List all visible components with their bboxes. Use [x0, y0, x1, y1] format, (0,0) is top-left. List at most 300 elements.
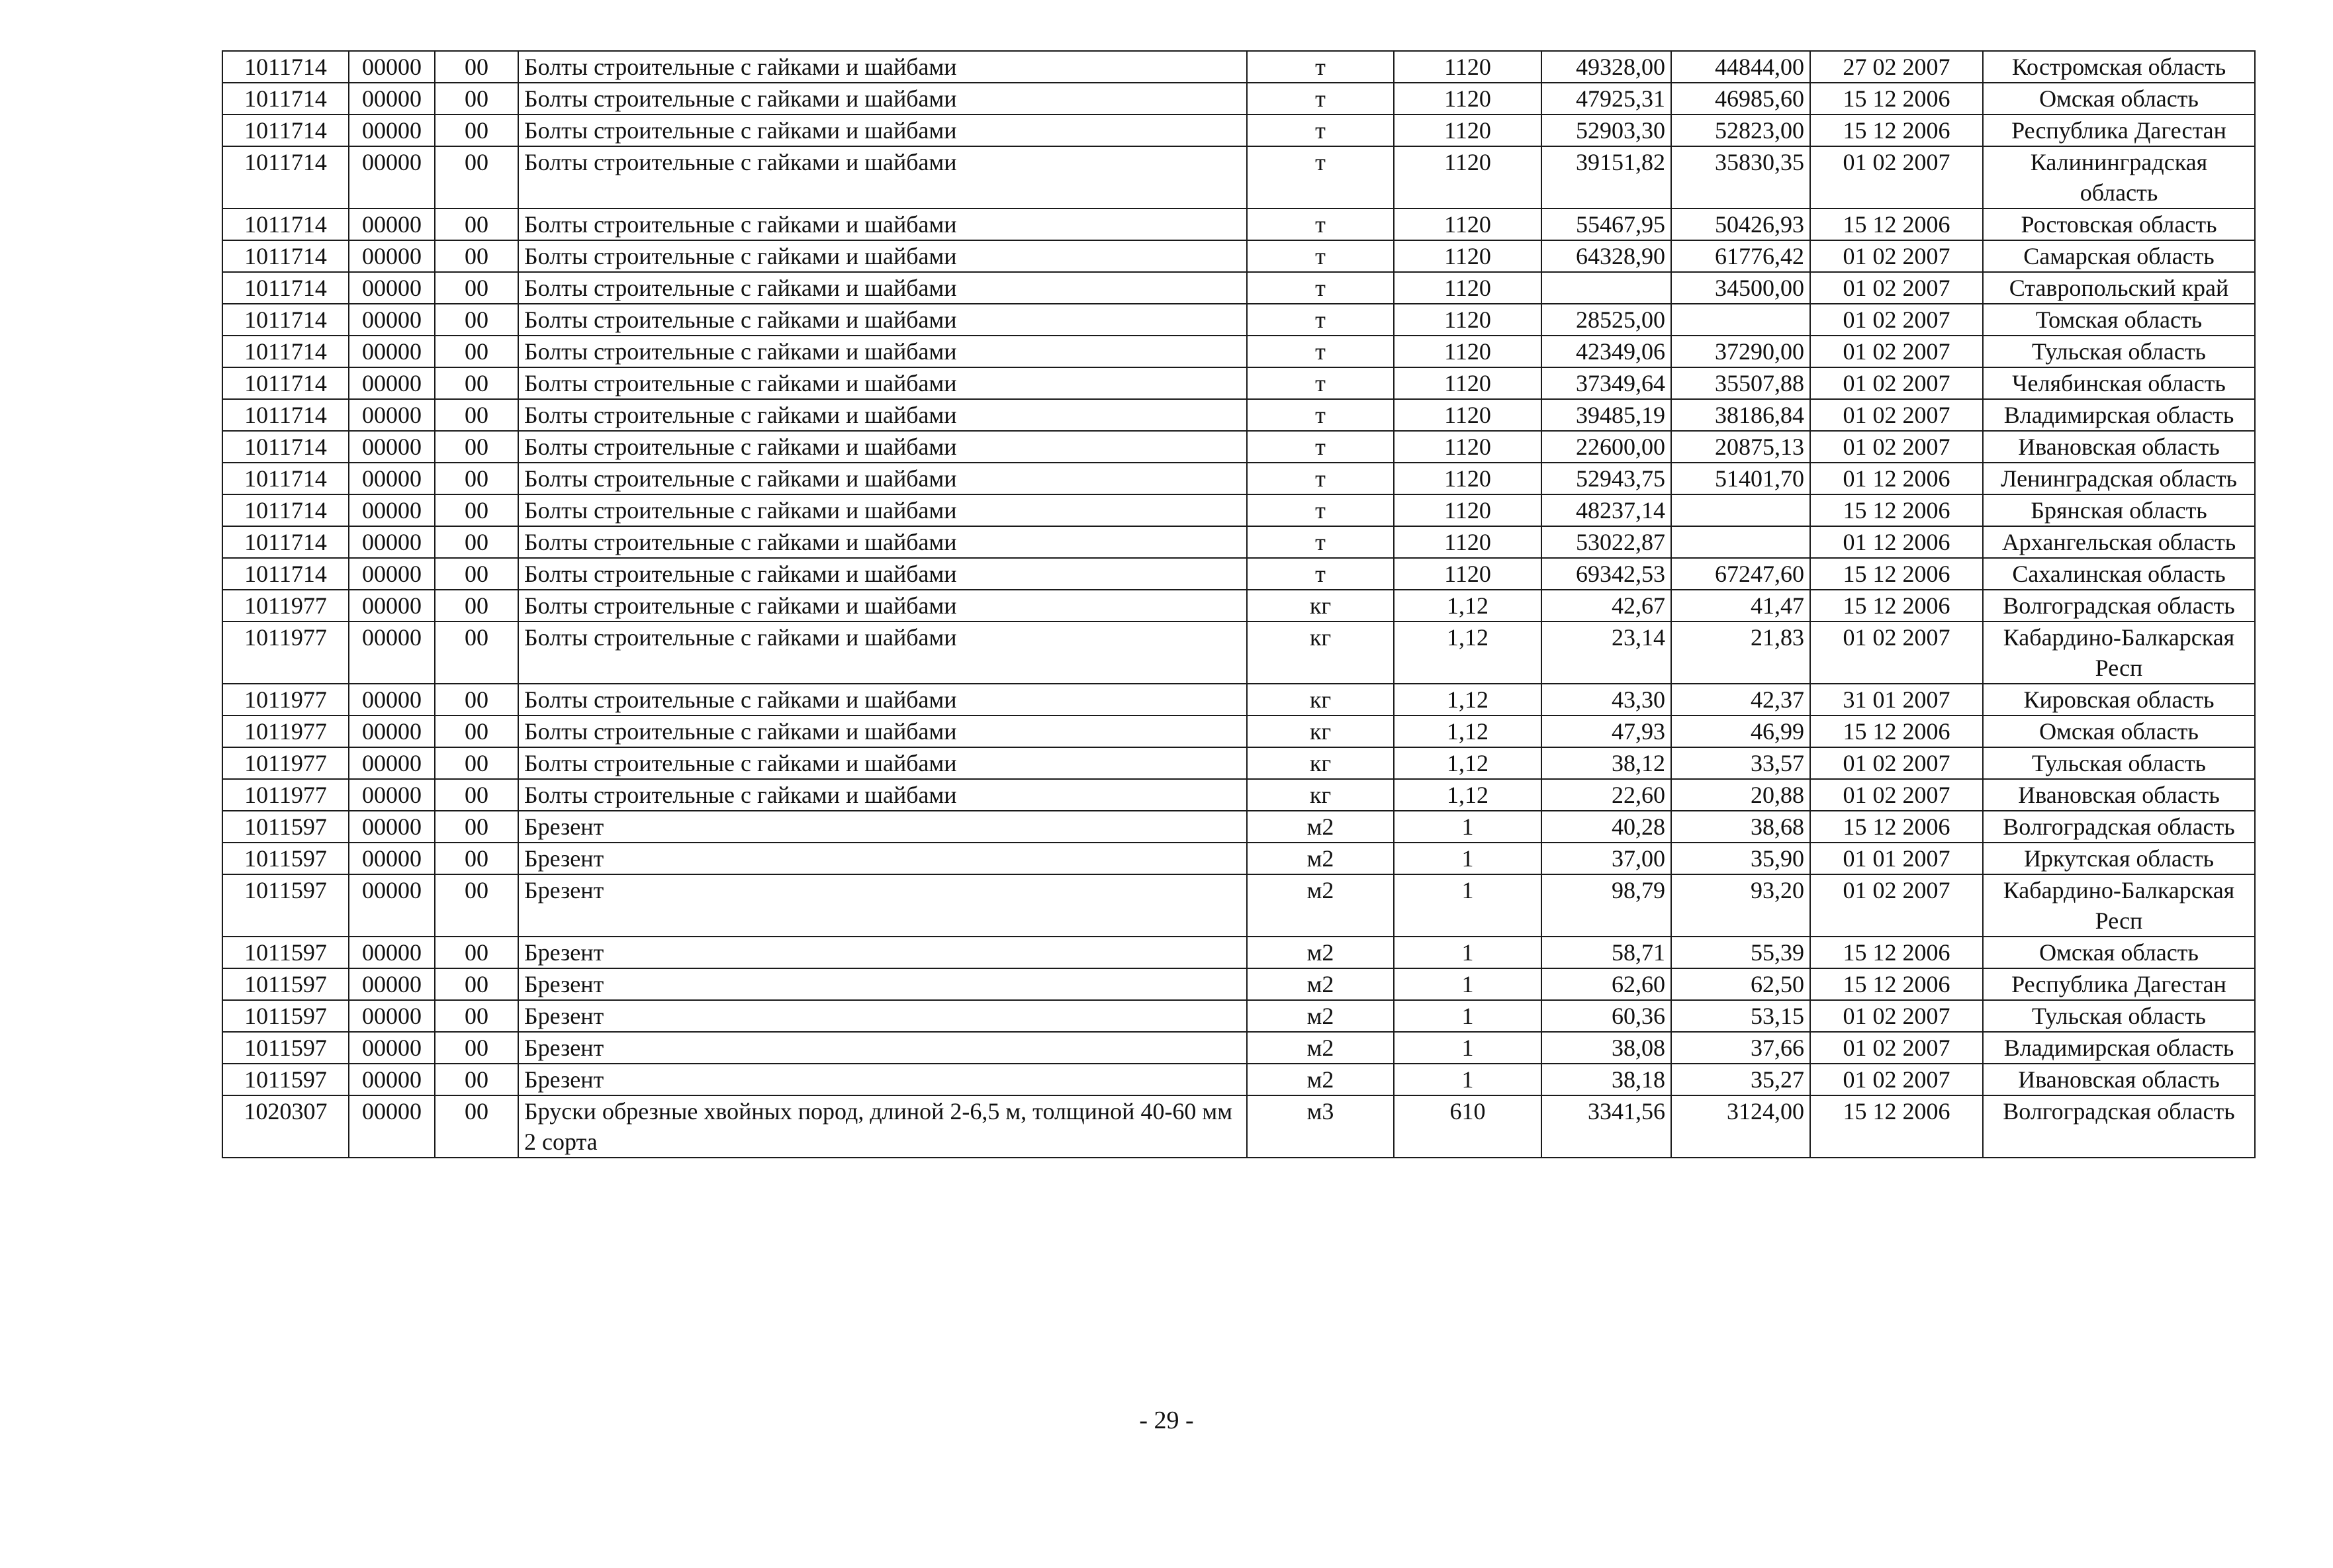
subcode-cell: 00000	[349, 1095, 435, 1158]
subcode-cell: 00000	[349, 399, 435, 431]
region-cell: Владимирская область	[1983, 1032, 2255, 1064]
region-cell: Тульская область	[1983, 747, 2255, 779]
product-name-cell: Брезент	[518, 1000, 1247, 1032]
subcode-cell: 00000	[349, 1032, 435, 1064]
variant-cell: 00	[435, 874, 518, 937]
price-1-cell: 69342,53	[1541, 558, 1671, 590]
product-name-cell: Болты строительные с гайками и шайбами	[518, 304, 1247, 336]
variant-cell: 00	[435, 463, 518, 494]
date-cell: 01 02 2007	[1810, 1000, 1983, 1032]
price-2-cell: 34500,00	[1671, 272, 1810, 304]
date-cell: 01 12 2006	[1810, 526, 1983, 558]
product-code-cell: 1011714	[222, 272, 349, 304]
price-2-cell: 20,88	[1671, 779, 1810, 811]
price-2-cell: 61776,42	[1671, 240, 1810, 272]
unit-cell: т	[1247, 399, 1394, 431]
price-1-cell: 38,18	[1541, 1064, 1671, 1095]
date-cell: 01 02 2007	[1810, 874, 1983, 937]
price-2-cell: 46,99	[1671, 715, 1810, 747]
variant-cell: 00	[435, 779, 518, 811]
table-row	[222, 208, 2255, 240]
unit-code-cell: 1,12	[1394, 747, 1541, 779]
table-row	[222, 747, 2255, 779]
unit-code-cell: 1	[1394, 1032, 1541, 1064]
unit-code-cell: 1120	[1394, 272, 1541, 304]
unit-cell: кг	[1247, 715, 1394, 747]
table-row	[222, 494, 2255, 526]
price-1-cell: 42,67	[1541, 590, 1671, 622]
subcode-cell: 00000	[349, 1000, 435, 1032]
unit-cell: м2	[1247, 811, 1394, 843]
unit-cell: м2	[1247, 1000, 1394, 1032]
product-code-cell: 1011714	[222, 304, 349, 336]
unit-cell: т	[1247, 336, 1394, 367]
product-code-cell: 1011977	[222, 684, 349, 715]
price-1-cell: 38,08	[1541, 1032, 1671, 1064]
table-row	[222, 367, 2255, 399]
subcode-cell: 00000	[349, 684, 435, 715]
product-name-cell: Брезент	[518, 1064, 1247, 1095]
product-name-cell: Брезент	[518, 1032, 1247, 1064]
product-code-cell: 1011597	[222, 874, 349, 937]
unit-cell: кг	[1247, 590, 1394, 622]
unit-code-cell: 1	[1394, 968, 1541, 1000]
price-2-cell: 44844,00	[1671, 51, 1810, 83]
unit-cell: т	[1247, 494, 1394, 526]
table-row	[222, 779, 2255, 811]
product-name-cell: Болты строительные с гайками и шайбами	[518, 146, 1247, 208]
subcode-cell: 00000	[349, 83, 435, 115]
price-1-cell: 55467,95	[1541, 208, 1671, 240]
variant-cell: 00	[435, 431, 518, 463]
table-row	[222, 51, 2255, 83]
region-cell: Ивановская область	[1983, 1064, 2255, 1095]
unit-cell: т	[1247, 83, 1394, 115]
region-cell: Ростовская область	[1983, 208, 2255, 240]
price-table-body	[222, 51, 2255, 1158]
table-row	[222, 240, 2255, 272]
subcode-cell: 00000	[349, 747, 435, 779]
product-name-cell: Брезент	[518, 937, 1247, 968]
product-name-cell: Бруски обрезные хвойных пород, длиной 2-6,5 м, толщиной 40-60 мм 2 сорта	[518, 1095, 1247, 1158]
variant-cell: 00	[435, 684, 518, 715]
unit-cell: т	[1247, 304, 1394, 336]
product-code-cell: 1011714	[222, 463, 349, 494]
price-table	[222, 50, 2256, 1158]
product-code-cell: 1011714	[222, 115, 349, 146]
date-cell: 15 12 2006	[1810, 715, 1983, 747]
date-cell: 31 01 2007	[1810, 684, 1983, 715]
table-row	[222, 1032, 2255, 1064]
region-cell: Волгоградская область	[1983, 811, 2255, 843]
price-2-cell: 35,90	[1671, 843, 1810, 874]
subcode-cell: 00000	[349, 304, 435, 336]
date-cell: 01 02 2007	[1810, 367, 1983, 399]
variant-cell: 00	[435, 83, 518, 115]
date-cell: 01 02 2007	[1810, 1032, 1983, 1064]
region-cell: Сахалинская область	[1983, 558, 2255, 590]
table-row	[222, 304, 2255, 336]
price-1-cell: 39151,82	[1541, 146, 1671, 208]
price-1-cell: 39485,19	[1541, 399, 1671, 431]
subcode-cell: 00000	[349, 240, 435, 272]
unit-code-cell: 1120	[1394, 115, 1541, 146]
price-1-cell: 52903,30	[1541, 115, 1671, 146]
subcode-cell: 00000	[349, 146, 435, 208]
region-cell: Ивановская область	[1983, 431, 2255, 463]
region-cell: Республика Дагестан	[1983, 115, 2255, 146]
price-2-cell: 20875,13	[1671, 431, 1810, 463]
product-name-cell: Брезент	[518, 874, 1247, 937]
subcode-cell: 00000	[349, 272, 435, 304]
unit-cell: кг	[1247, 684, 1394, 715]
product-code-cell: 1011977	[222, 715, 349, 747]
product-code-cell: 1011977	[222, 747, 349, 779]
product-name-cell: Болты строительные с гайками и шайбами	[518, 463, 1247, 494]
unit-code-cell: 1120	[1394, 240, 1541, 272]
region-cell: Калининградская область	[1983, 146, 2255, 208]
price-1-cell: 64328,90	[1541, 240, 1671, 272]
unit-code-cell: 1120	[1394, 146, 1541, 208]
variant-cell: 00	[435, 1000, 518, 1032]
variant-cell: 00	[435, 399, 518, 431]
price-1-cell: 22600,00	[1541, 431, 1671, 463]
price-1-cell: 98,79	[1541, 874, 1671, 937]
unit-code-cell: 1,12	[1394, 684, 1541, 715]
product-name-cell: Болты строительные с гайками и шайбами	[518, 51, 1247, 83]
product-code-cell: 1011714	[222, 431, 349, 463]
unit-cell: кг	[1247, 747, 1394, 779]
unit-code-cell: 1	[1394, 843, 1541, 874]
table-row	[222, 272, 2255, 304]
date-cell: 15 12 2006	[1810, 83, 1983, 115]
table-row	[222, 558, 2255, 590]
product-name-cell: Болты строительные с гайками и шайбами	[518, 590, 1247, 622]
product-name-cell: Болты строительные с гайками и шайбами	[518, 208, 1247, 240]
product-code-cell: 1020307	[222, 1095, 349, 1158]
unit-code-cell: 1,12	[1394, 715, 1541, 747]
variant-cell: 00	[435, 115, 518, 146]
product-name-cell: Болты строительные с гайками и шайбами	[518, 399, 1247, 431]
date-cell: 15 12 2006	[1810, 937, 1983, 968]
subcode-cell: 00000	[349, 336, 435, 367]
unit-code-cell: 1120	[1394, 494, 1541, 526]
unit-code-cell: 1120	[1394, 558, 1541, 590]
unit-cell: м2	[1247, 843, 1394, 874]
price-1-cell: 52943,75	[1541, 463, 1671, 494]
unit-cell: т	[1247, 526, 1394, 558]
variant-cell: 00	[435, 208, 518, 240]
date-cell: 15 12 2006	[1810, 115, 1983, 146]
price-1-cell: 60,36	[1541, 1000, 1671, 1032]
subcode-cell: 00000	[349, 811, 435, 843]
subcode-cell: 00000	[349, 115, 435, 146]
unit-cell: м3	[1247, 1095, 1394, 1158]
variant-cell: 00	[435, 146, 518, 208]
table-row	[222, 937, 2255, 968]
date-cell: 01 12 2006	[1810, 463, 1983, 494]
unit-cell: т	[1247, 431, 1394, 463]
table-row	[222, 968, 2255, 1000]
subcode-cell: 00000	[349, 779, 435, 811]
price-2-cell: 38,68	[1671, 811, 1810, 843]
product-name-cell: Болты строительные с гайками и шайбами	[518, 622, 1247, 684]
region-cell: Волгоградская область	[1983, 590, 2255, 622]
product-code-cell: 1011597	[222, 937, 349, 968]
unit-code-cell: 1,12	[1394, 622, 1541, 684]
price-1-cell: 47,93	[1541, 715, 1671, 747]
table-row	[222, 1095, 2255, 1158]
date-cell: 15 12 2006	[1810, 494, 1983, 526]
region-cell: Ставропольский край	[1983, 272, 2255, 304]
price-1-cell: 53022,87	[1541, 526, 1671, 558]
table-row	[222, 336, 2255, 367]
product-name-cell: Брезент	[518, 843, 1247, 874]
page-number: - 29 -	[1139, 1407, 1194, 1434]
product-name-cell: Болты строительные с гайками и шайбами	[518, 431, 1247, 463]
table-row	[222, 146, 2255, 208]
region-cell: Брянская область	[1983, 494, 2255, 526]
price-1-cell: 58,71	[1541, 937, 1671, 968]
subcode-cell: 00000	[349, 526, 435, 558]
table-row	[222, 715, 2255, 747]
unit-cell: т	[1247, 240, 1394, 272]
unit-cell: м2	[1247, 1064, 1394, 1095]
unit-code-cell: 1120	[1394, 83, 1541, 115]
variant-cell: 00	[435, 272, 518, 304]
unit-code-cell: 1,12	[1394, 590, 1541, 622]
region-cell: Челябинская область	[1983, 367, 2255, 399]
price-2-cell	[1671, 526, 1810, 558]
unit-code-cell: 1120	[1394, 463, 1541, 494]
product-name-cell: Болты строительные с гайками и шайбами	[518, 684, 1247, 715]
price-2-cell: 55,39	[1671, 937, 1810, 968]
price-2-cell	[1671, 304, 1810, 336]
price-2-cell: 52823,00	[1671, 115, 1810, 146]
product-name-cell: Болты строительные с гайками и шайбами	[518, 747, 1247, 779]
variant-cell: 00	[435, 715, 518, 747]
price-1-cell: 3341,56	[1541, 1095, 1671, 1158]
unit-cell: т	[1247, 558, 1394, 590]
product-code-cell: 1011714	[222, 240, 349, 272]
product-code-cell: 1011714	[222, 367, 349, 399]
region-cell: Самарская область	[1983, 240, 2255, 272]
price-1-cell: 49328,00	[1541, 51, 1671, 83]
region-cell: Ивановская область	[1983, 779, 2255, 811]
product-name-cell: Болты строительные с гайками и шайбами	[518, 115, 1247, 146]
unit-cell: м2	[1247, 937, 1394, 968]
variant-cell: 00	[435, 747, 518, 779]
subcode-cell: 00000	[349, 1064, 435, 1095]
price-1-cell: 22,60	[1541, 779, 1671, 811]
unit-code-cell: 1120	[1394, 304, 1541, 336]
table-row	[222, 1064, 2255, 1095]
table-row	[222, 684, 2255, 715]
price-1-cell: 23,14	[1541, 622, 1671, 684]
product-name-cell: Брезент	[518, 968, 1247, 1000]
date-cell: 01 02 2007	[1810, 747, 1983, 779]
unit-code-cell: 1120	[1394, 51, 1541, 83]
unit-code-cell: 1	[1394, 811, 1541, 843]
subcode-cell: 00000	[349, 51, 435, 83]
region-cell: Кабардино-Балкарская Респ	[1983, 622, 2255, 684]
price-2-cell: 42,37	[1671, 684, 1810, 715]
price-2-cell: 21,83	[1671, 622, 1810, 684]
product-code-cell: 1011714	[222, 399, 349, 431]
price-2-cell: 46985,60	[1671, 83, 1810, 115]
table-row	[222, 83, 2255, 115]
price-2-cell: 33,57	[1671, 747, 1810, 779]
unit-code-cell: 1	[1394, 1000, 1541, 1032]
price-2-cell: 41,47	[1671, 590, 1810, 622]
variant-cell: 00	[435, 336, 518, 367]
unit-cell: м2	[1247, 968, 1394, 1000]
product-code-cell: 1011714	[222, 83, 349, 115]
date-cell: 01 02 2007	[1810, 779, 1983, 811]
price-1-cell: 48237,14	[1541, 494, 1671, 526]
table-row	[222, 526, 2255, 558]
product-name-cell: Болты строительные с гайками и шайбами	[518, 240, 1247, 272]
product-code-cell: 1011977	[222, 779, 349, 811]
variant-cell: 00	[435, 843, 518, 874]
table-row	[222, 1000, 2255, 1032]
subcode-cell: 00000	[349, 874, 435, 937]
price-2-cell: 67247,60	[1671, 558, 1810, 590]
region-cell: Тульская область	[1983, 1000, 2255, 1032]
product-code-cell: 1011714	[222, 494, 349, 526]
product-code-cell: 1011714	[222, 336, 349, 367]
product-name-cell: Болты строительные с гайками и шайбами	[518, 494, 1247, 526]
date-cell: 15 12 2006	[1810, 590, 1983, 622]
product-code-cell: 1011597	[222, 811, 349, 843]
unit-cell: м2	[1247, 1032, 1394, 1064]
region-cell: Архангельская область	[1983, 526, 2255, 558]
product-code-cell: 1011597	[222, 968, 349, 1000]
price-1-cell: 62,60	[1541, 968, 1671, 1000]
region-cell: Томская область	[1983, 304, 2255, 336]
product-code-cell: 1011977	[222, 590, 349, 622]
variant-cell: 00	[435, 622, 518, 684]
price-1-cell: 47925,31	[1541, 83, 1671, 115]
price-2-cell: 35,27	[1671, 1064, 1810, 1095]
product-name-cell: Брезент	[518, 811, 1247, 843]
table-row	[222, 843, 2255, 874]
unit-cell: т	[1247, 367, 1394, 399]
unit-code-cell: 1,12	[1394, 779, 1541, 811]
product-code-cell: 1011714	[222, 51, 349, 83]
date-cell: 01 02 2007	[1810, 272, 1983, 304]
subcode-cell: 00000	[349, 937, 435, 968]
product-name-cell: Болты строительные с гайками и шайбами	[518, 83, 1247, 115]
product-name-cell: Болты строительные с гайками и шайбами	[518, 336, 1247, 367]
region-cell: Костромская область	[1983, 51, 2255, 83]
subcode-cell: 00000	[349, 431, 435, 463]
price-2-cell: 93,20	[1671, 874, 1810, 937]
subcode-cell: 00000	[349, 367, 435, 399]
variant-cell: 00	[435, 304, 518, 336]
unit-cell: т	[1247, 272, 1394, 304]
price-1-cell: 40,28	[1541, 811, 1671, 843]
product-code-cell: 1011977	[222, 622, 349, 684]
unit-code-cell: 610	[1394, 1095, 1541, 1158]
region-cell: Иркутская область	[1983, 843, 2255, 874]
region-cell: Кировская область	[1983, 684, 2255, 715]
unit-code-cell: 1120	[1394, 336, 1541, 367]
date-cell: 01 02 2007	[1810, 336, 1983, 367]
price-2-cell: 38186,84	[1671, 399, 1810, 431]
price-2-cell: 3124,00	[1671, 1095, 1810, 1158]
price-2-cell: 37,66	[1671, 1032, 1810, 1064]
unit-code-cell: 1120	[1394, 367, 1541, 399]
table-row	[222, 399, 2255, 431]
subcode-cell: 00000	[349, 463, 435, 494]
product-name-cell: Болты строительные с гайками и шайбами	[518, 558, 1247, 590]
region-cell: Ленинградская область	[1983, 463, 2255, 494]
unit-cell: т	[1247, 463, 1394, 494]
region-cell: Республика Дагестан	[1983, 968, 2255, 1000]
unit-cell: т	[1247, 51, 1394, 83]
date-cell: 15 12 2006	[1810, 968, 1983, 1000]
subcode-cell: 00000	[349, 968, 435, 1000]
product-name-cell: Болты строительные с гайками и шайбами	[518, 779, 1247, 811]
variant-cell: 00	[435, 526, 518, 558]
variant-cell: 00	[435, 51, 518, 83]
variant-cell: 00	[435, 968, 518, 1000]
product-name-cell: Болты строительные с гайками и шайбами	[518, 526, 1247, 558]
region-cell: Омская область	[1983, 937, 2255, 968]
variant-cell: 00	[435, 367, 518, 399]
unit-code-cell: 1120	[1394, 526, 1541, 558]
product-code-cell: 1011714	[222, 526, 349, 558]
product-code-cell: 1011714	[222, 558, 349, 590]
date-cell: 15 12 2006	[1810, 558, 1983, 590]
price-1-cell: 43,30	[1541, 684, 1671, 715]
unit-cell: м2	[1247, 874, 1394, 937]
unit-code-cell: 1120	[1394, 208, 1541, 240]
subcode-cell: 00000	[349, 494, 435, 526]
region-cell: Владимирская область	[1983, 399, 2255, 431]
date-cell: 15 12 2006	[1810, 208, 1983, 240]
product-code-cell: 1011597	[222, 843, 349, 874]
price-1-cell: 42349,06	[1541, 336, 1671, 367]
product-code-cell: 1011714	[222, 208, 349, 240]
product-code-cell: 1011714	[222, 146, 349, 208]
variant-cell: 00	[435, 1095, 518, 1158]
unit-code-cell: 1120	[1394, 431, 1541, 463]
variant-cell: 00	[435, 240, 518, 272]
region-cell: Волгоградская область	[1983, 1095, 2255, 1158]
unit-cell: кг	[1247, 779, 1394, 811]
table-row	[222, 622, 2255, 684]
date-cell: 01 02 2007	[1810, 1064, 1983, 1095]
date-cell: 01 02 2007	[1810, 240, 1983, 272]
product-name-cell: Болты строительные с гайками и шайбами	[518, 272, 1247, 304]
date-cell: 01 02 2007	[1810, 304, 1983, 336]
price-2-cell: 53,15	[1671, 1000, 1810, 1032]
product-name-cell: Болты строительные с гайками и шайбами	[518, 715, 1247, 747]
variant-cell: 00	[435, 1032, 518, 1064]
date-cell: 15 12 2006	[1810, 1095, 1983, 1158]
price-2-cell: 35507,88	[1671, 367, 1810, 399]
date-cell: 01 02 2007	[1810, 622, 1983, 684]
variant-cell: 00	[435, 558, 518, 590]
variant-cell: 00	[435, 811, 518, 843]
unit-cell: кг	[1247, 622, 1394, 684]
region-cell: Тульская область	[1983, 336, 2255, 367]
price-2-cell	[1671, 494, 1810, 526]
table-row	[222, 874, 2255, 937]
price-2-cell: 35830,35	[1671, 146, 1810, 208]
